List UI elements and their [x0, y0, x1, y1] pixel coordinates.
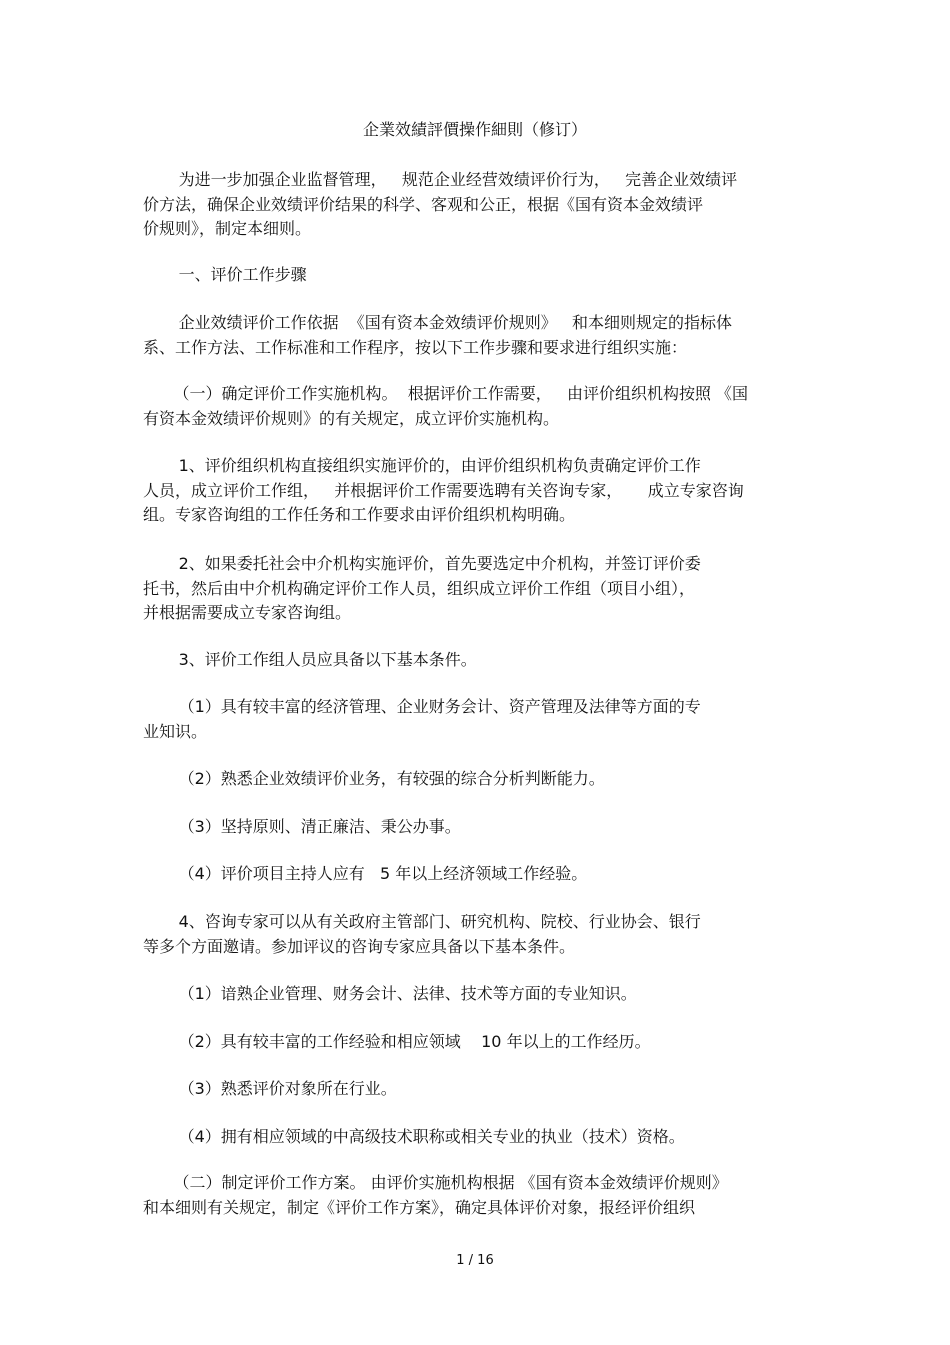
text-line: 一、评价工作步骤: [143, 265, 307, 284]
text-line: （1）谙熟企业管理、财务会计、法律、技术等方面的专业知识。: [143, 984, 637, 1003]
text-line: （二）制定评价工作方案。 由评价实施机构根据 《国有资本金效绩评价规则》: [143, 1173, 728, 1192]
paragraph: [143, 910, 813, 959]
text-line: 并根据需要成立专家咨询组。: [143, 603, 352, 622]
paragraph: [143, 382, 813, 431]
text-line: 企业效绩评价工作依据 《国有资本金效绩评价规则》 和本细则规定的指标体: [143, 313, 733, 332]
paragraph: [143, 1171, 813, 1220]
list-item: [143, 862, 813, 887]
text-line: 2、如果委托社会中介机构实施评价，首先要选定中介机构，并签订评价委: [143, 554, 701, 573]
document-title: 企業效績評價操作細則（修订）: [362, 120, 587, 139]
text-line: （2）熟悉企业效绩评价业务，有较强的综合分析判断能力。: [143, 769, 605, 788]
list-item: [143, 695, 813, 744]
page-number: 1 / 16: [456, 1253, 494, 1268]
text-line: 3、评价工作组人员应具备以下基本条件。: [143, 650, 477, 669]
paragraph: [143, 311, 813, 360]
paragraph: [143, 648, 813, 673]
text-line: 托书，然后由中介机构确定评价工作人员，组织成立评价工作组（项目小组），: [143, 578, 696, 598]
text-line: 系、工作方法、工作标准和工作程序，按以下工作步骤和要求进行组织实施：: [143, 337, 688, 357]
list-item: [143, 1030, 813, 1055]
text-line: （一）确定评价工作实施机构。 根据评价工作需要， 由评价组织机构按照 《国: [143, 384, 749, 403]
text-line: 价方法，确保企业效绩评价结果的科学、客观和公正，根据《国有资本金效绩评: [143, 194, 704, 214]
text-line: 为进一步加强企业监督管理， 规范企业经营效绩评价行为， 完善企业效绩评: [143, 170, 738, 189]
text-line: 组。专家咨询组的工作任务和工作要求由评价组织机构明确。: [143, 505, 576, 524]
list-item: [143, 767, 813, 792]
text-line: （2）具有较丰富的工作经验和相应领域 10 年以上的工作经历。: [143, 1032, 651, 1051]
text-line: 等多个方面邀请。参加评议的咨询专家应具备以下基本条件。: [143, 936, 576, 956]
text-line: （3）熟悉评价对象所在行业。: [143, 1079, 397, 1098]
section-heading: [143, 263, 813, 288]
text-line: （3）坚持原则、清正廉洁、秉公办事。: [143, 817, 461, 836]
paragraph: [143, 552, 813, 626]
text-line: 1、评价组织机构直接组织实施评价的，由评价组织机构负责确定评价工作: [143, 456, 701, 475]
text-line: （4）拥有相应领域的中高级技术职称或相关专业的执业（技术）资格。: [143, 1127, 685, 1146]
list-item: [143, 1077, 813, 1102]
text-line: 和本细则有关规定，制定《评价工作方案》，确定具体评价对象，报经评价组织: [143, 1197, 696, 1217]
text-line: 4、咨询专家可以从有关政府主管部门、研究机构、院校、行业协会、银行: [143, 912, 701, 931]
list-item: [143, 815, 813, 840]
list-item: [143, 1125, 813, 1150]
paragraph-intro: [143, 168, 813, 242]
text-line: 有资本金效绩评价规则》的有关规定，成立评价实施机构。: [143, 408, 560, 428]
text-line: 业知识。: [143, 721, 208, 741]
text-line: （4）评价项目主持人应有 5 年以上经济领域工作经验。: [143, 864, 588, 883]
paragraph: [143, 454, 813, 528]
text-line: 价规则》，制定本细则。: [143, 219, 312, 238]
list-item: [143, 982, 813, 1007]
text-line: （1）具有较丰富的经济管理、企业财务会计、资产管理及法律等方面的专: [143, 697, 701, 716]
text-line: 人员，成立评价工作组， 并根据评价工作需要选聘有关咨询专家， 成立专家咨询: [143, 480, 744, 500]
